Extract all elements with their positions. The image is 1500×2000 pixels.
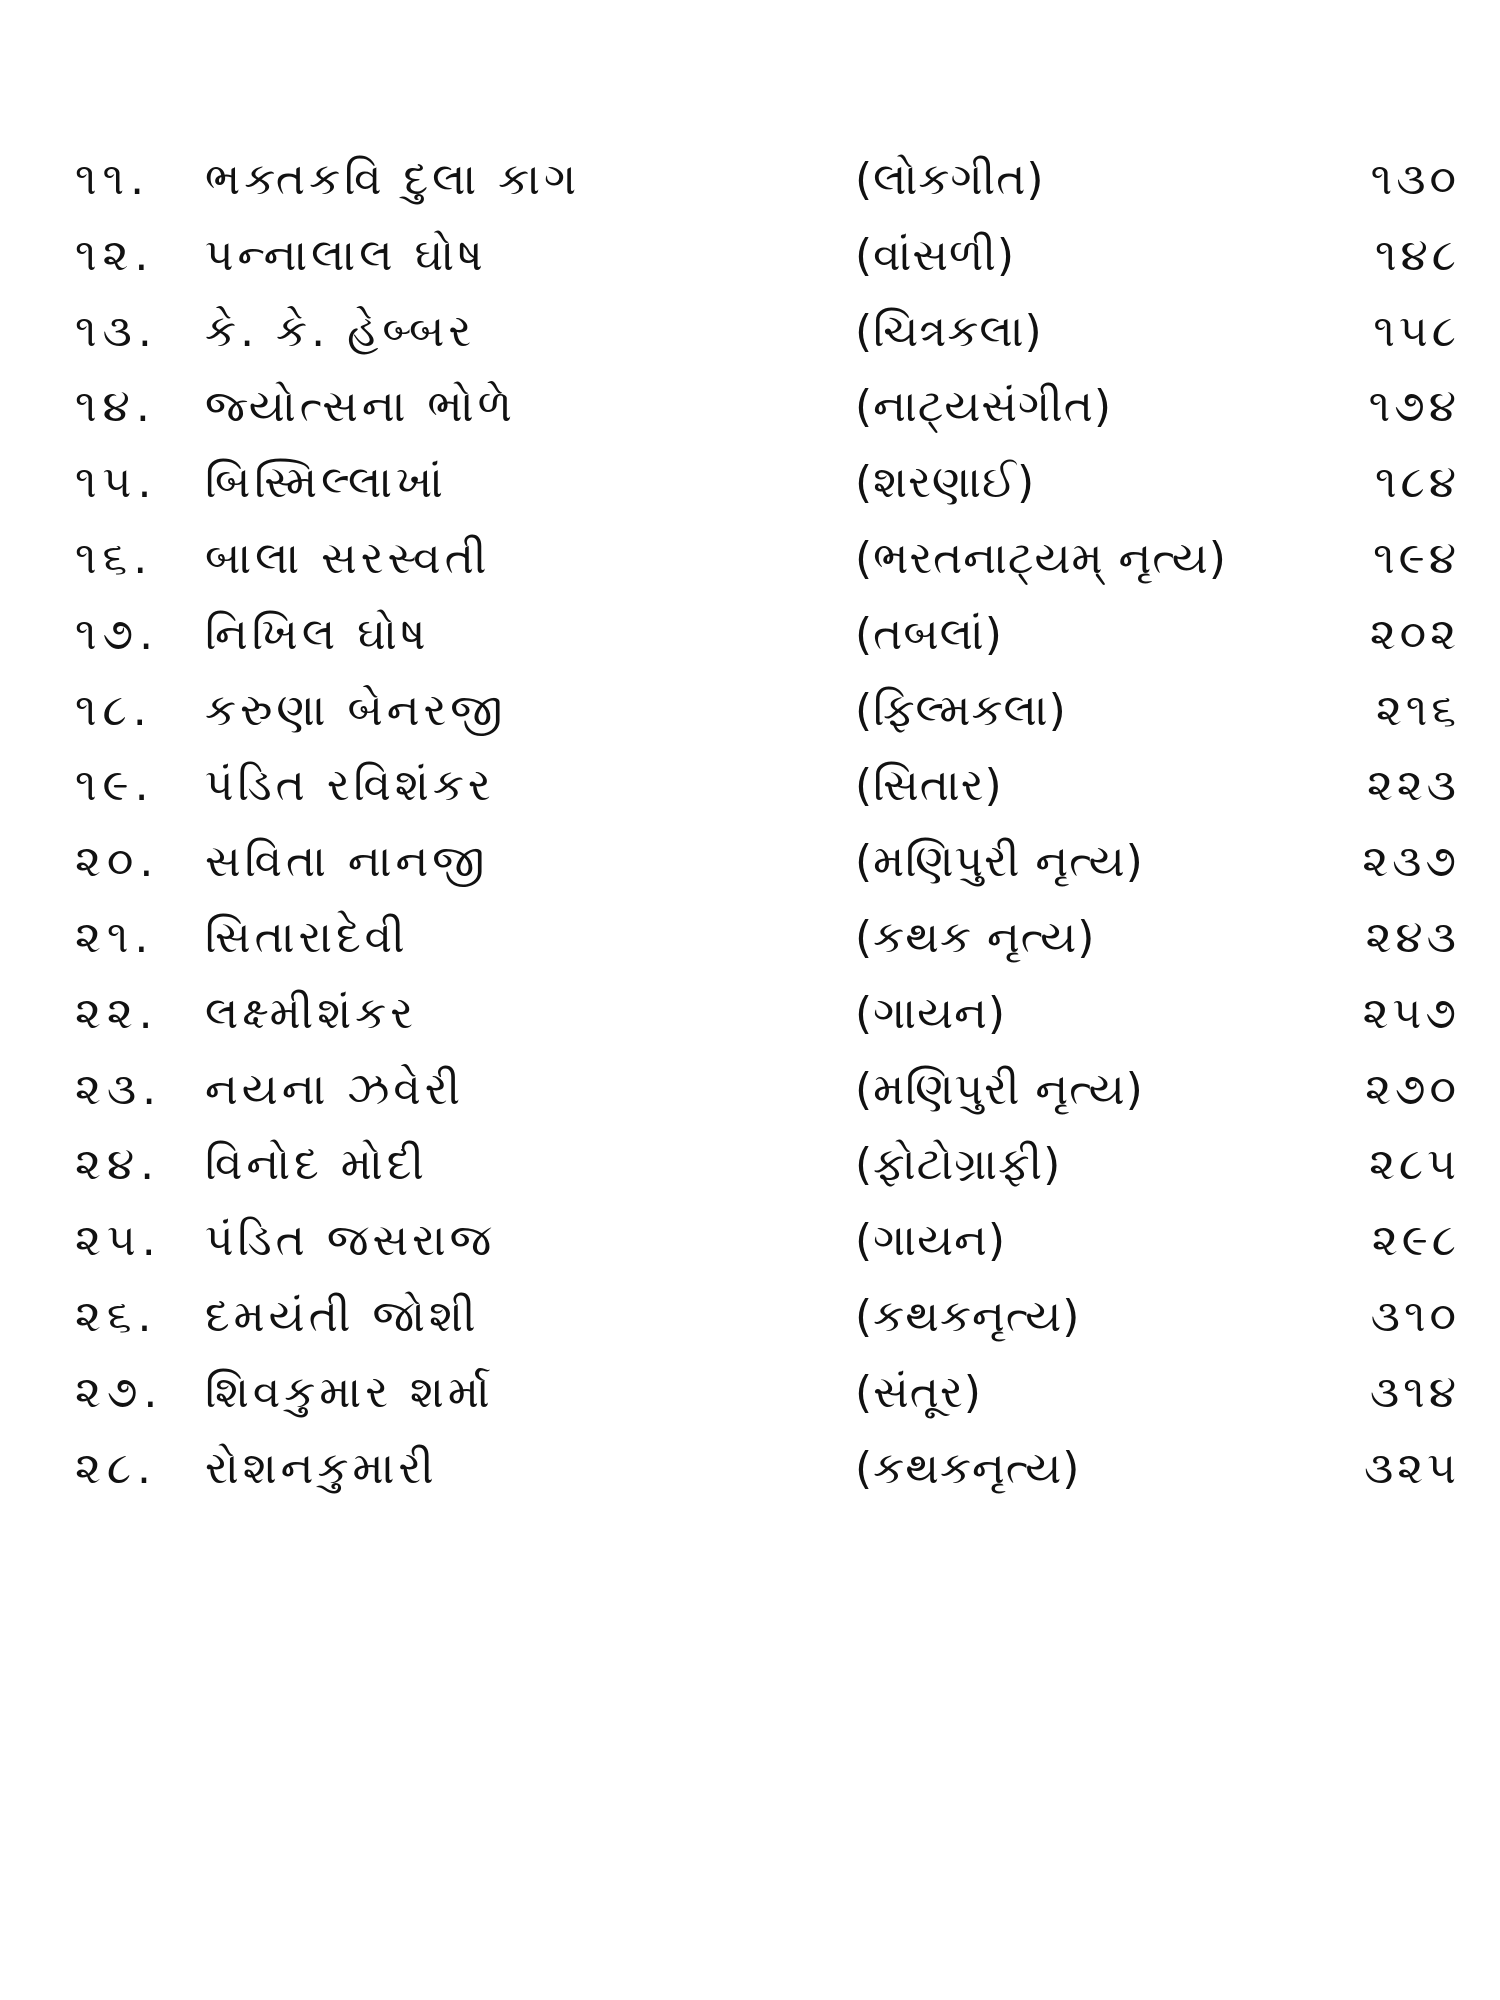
entry-name: રોશનકુમારી bbox=[205, 1442, 438, 1494]
entry-category: (ભરતનાટ્યમ્ નૃત્ય) bbox=[855, 532, 1227, 584]
toc-entry bbox=[0, 142, 1500, 218]
entry-category: (કથક નૃત્ય) bbox=[855, 911, 1096, 963]
entry-number: ૨૫. bbox=[75, 1215, 162, 1267]
entry-category: (શરણાઈ) bbox=[855, 457, 1036, 509]
entry-category: (ગાયન) bbox=[855, 1215, 1007, 1267]
entry-page-number: ૩૧૦ bbox=[1370, 1290, 1460, 1342]
entry-number: ૧૫. bbox=[75, 457, 158, 509]
entry-category: (ફિલ્મકલા) bbox=[855, 684, 1067, 736]
toc-entry bbox=[0, 1279, 1500, 1355]
entry-number: ૨૩. bbox=[75, 1063, 163, 1115]
entry-category: (સંતૂર) bbox=[855, 1366, 982, 1418]
toc-entry bbox=[0, 445, 1500, 521]
entry-number: ૨૮. bbox=[75, 1442, 158, 1494]
entry-category: (કથકનૃત્ય) bbox=[855, 1290, 1081, 1342]
entry-name: પન્નાલાલ ઘોષ bbox=[205, 229, 487, 281]
entry-name: દમયંતી જોશી bbox=[205, 1290, 480, 1342]
entry-number: ૨૧. bbox=[75, 911, 155, 963]
entry-category: (નાટ્યસંગીત) bbox=[855, 381, 1113, 433]
toc-entry bbox=[0, 976, 1500, 1052]
entry-name: બિસ્મિલ્લાખાં bbox=[205, 457, 447, 509]
entry-page-number: ૧૫૮ bbox=[1373, 305, 1460, 357]
entry-page-number: ૨૯૮ bbox=[1371, 1215, 1460, 1267]
toc-entry bbox=[0, 824, 1500, 900]
entry-name: જ્યોત્સના ભોળે bbox=[205, 381, 516, 433]
toc-entry bbox=[0, 1431, 1500, 1507]
entry-category: (ગાયન) bbox=[855, 987, 1007, 1039]
entry-number: ૧૮. bbox=[75, 684, 153, 736]
entry-category: (મણિપુરી નૃત્ય) bbox=[855, 1063, 1144, 1115]
entry-page-number: ૧૩૦ bbox=[1370, 154, 1460, 205]
entry-number: ૧૩. bbox=[75, 305, 158, 357]
entry-page-number: ૨૩૭ bbox=[1362, 836, 1460, 888]
entry-name: પંડિત જસરાજ bbox=[205, 1215, 496, 1267]
entry-page-number: ૨૮૫ bbox=[1369, 1139, 1460, 1191]
entry-name: લક્ષ્મીશંકર bbox=[205, 987, 417, 1039]
entry-name: નયના ઝવેરી bbox=[205, 1063, 465, 1115]
toc-entry bbox=[0, 1127, 1500, 1203]
entry-page-number: ૧૭૪ bbox=[1368, 381, 1460, 433]
entry-page-number: ૧૪૮ bbox=[1374, 229, 1460, 281]
entry-category: (ચિત્રકલા) bbox=[855, 305, 1043, 357]
entry-number: ૧૧. bbox=[75, 154, 151, 205]
toc-entry bbox=[0, 748, 1500, 824]
entry-category: (વાંસળી) bbox=[855, 229, 1016, 281]
toc-entry bbox=[0, 597, 1500, 673]
toc-entry bbox=[0, 1355, 1500, 1431]
entry-name: સવિતા નાનજી bbox=[205, 836, 489, 888]
entry-category: (ફોટોગ્રાફી) bbox=[855, 1139, 1062, 1191]
entry-page-number: ૩૧૪ bbox=[1369, 1366, 1460, 1418]
entry-name: કે. કે. હેબ્બર bbox=[205, 305, 476, 357]
entry-name: પંડિત રવિશંકર bbox=[205, 760, 495, 812]
entry-category: (મણિપુરી નૃત્ય) bbox=[855, 836, 1144, 888]
entry-name: નિખિલ ઘોષ bbox=[205, 608, 430, 660]
entry-name: ભક્તકવિ દુલા કાગ bbox=[205, 154, 581, 205]
entry-name: વિનોદ મોદી bbox=[205, 1139, 428, 1191]
entry-page-number: ૨૧૬ bbox=[1375, 684, 1460, 736]
entry-category: (સિતાર) bbox=[855, 760, 1003, 812]
entry-number: ૧૭. bbox=[75, 608, 160, 660]
table-of-contents bbox=[0, 142, 1500, 1506]
entry-name: સિતારાદેવી bbox=[205, 911, 409, 963]
entry-category: (કથકનૃત્ય) bbox=[855, 1442, 1081, 1494]
entry-name: બાલા સરસ્વતી bbox=[205, 532, 491, 584]
toc-entry bbox=[0, 1052, 1500, 1128]
entry-number: ૨૨. bbox=[75, 987, 159, 1039]
entry-page-number: ૩૨૫ bbox=[1363, 1442, 1460, 1494]
entry-number: ૨૦. bbox=[75, 836, 160, 888]
entry-page-number: ૧૮૪ bbox=[1374, 457, 1460, 509]
toc-entry bbox=[0, 1203, 1500, 1279]
entry-number: ૧૪. bbox=[75, 381, 156, 433]
entry-page-number: ૨૭૦ bbox=[1365, 1063, 1460, 1115]
toc-entry bbox=[0, 673, 1500, 749]
toc-entry bbox=[0, 521, 1500, 597]
entry-category: (તબલાં) bbox=[855, 608, 1003, 660]
entry-page-number: ૨૫૭ bbox=[1362, 987, 1460, 1039]
toc-entry bbox=[0, 900, 1500, 976]
entry-page-number: ૧૯૪ bbox=[1373, 532, 1460, 584]
entry-page-number: ૨૪૩ bbox=[1365, 911, 1460, 963]
entry-page-number: ૨૦૨ bbox=[1369, 608, 1460, 660]
entry-number: ૧૯. bbox=[75, 760, 155, 812]
entry-number: ૧૨. bbox=[75, 229, 155, 281]
entry-name: કરુણા બેનરજી bbox=[205, 684, 507, 736]
entry-number: ૨૪. bbox=[75, 1139, 161, 1191]
entry-number: ૨૭. bbox=[75, 1366, 164, 1418]
toc-entry bbox=[0, 369, 1500, 445]
entry-category: (લોકગીત) bbox=[855, 154, 1045, 205]
entry-number: ૨૬. bbox=[75, 1290, 158, 1342]
toc-entry bbox=[0, 218, 1500, 294]
entry-name: શિવકુમાર શર્મા bbox=[205, 1366, 494, 1418]
entry-number: ૧૬. bbox=[75, 532, 154, 584]
toc-entry bbox=[0, 294, 1500, 370]
entry-page-number: ૨૨૩ bbox=[1367, 760, 1460, 812]
